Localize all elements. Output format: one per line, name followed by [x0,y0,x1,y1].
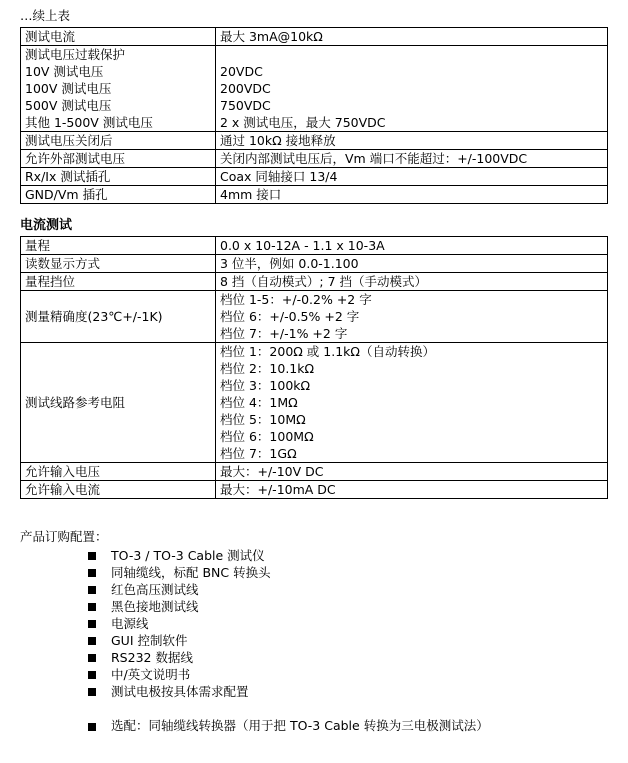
order-item [88,615,271,632]
current-spec-row [21,463,608,481]
current-spec-label-text: 允许输入电压 [25,464,101,479]
voltage-spec-value-text: 2 x 测试电压，最大 750VDC [220,115,386,130]
voltage-spec-label-cell [21,46,216,132]
current-spec-row [21,291,608,343]
order-config-list [88,547,271,700]
order-item [88,564,271,581]
current-spec-label-text: 读数显示方式 [25,256,101,271]
order-item-text: 测试电极按具体需求配置 [111,684,249,699]
optional-item [88,718,489,735]
current-spec-value-text: 最大：+/-10V DC [220,464,324,479]
voltage-spec-row [21,186,608,204]
current-spec-row [21,343,608,463]
current-spec-value-cell [216,237,608,255]
order-item-text: 同轴缆线，标配 BNC 转换头 [111,565,271,580]
current-spec-row [21,255,608,273]
current-spec-value-text: 档位 7：1GΩ [220,446,297,461]
current-spec-label-cell [21,237,216,255]
order-item-text: 电源线 [111,616,149,631]
current-spec-label-text: 测试线路参考电阻 [25,395,126,410]
current-spec-label-text: 量程 [25,238,51,253]
order-config-title: 产品订购配置： [20,529,108,544]
current-spec-row [21,273,608,291]
voltage-spec-value-cell [216,150,608,168]
current-spec-value-text: 0.0 x 10-12A - 1.1 x 10-3A [220,238,385,253]
current-spec-label-cell [21,463,216,481]
current-spec-value-cell [216,463,608,481]
voltage-spec-value-text: 最大 3mA@10kΩ [220,29,323,44]
current-spec-value-text: 档位 1-5：+/-0.2% +2 字 [220,292,372,307]
spec-table-current [20,236,608,499]
order-item [88,649,271,666]
voltage-spec-row [21,28,608,46]
current-spec-label-text: 允许输入电流 [25,482,101,497]
voltage-spec-label-text: 500V 测试电压 [25,98,112,113]
order-item-text: 红色高压测试线 [111,582,199,597]
current-spec-value-text: 档位 2：10.1kΩ [220,361,315,376]
current-spec-label-cell [21,343,216,463]
voltage-spec-label-text: 测试电压过载保护 [25,47,126,62]
voltage-spec-value-text: 750VDC [220,98,271,113]
current-spec-value-text: 档位 7：+/-1% +2 字 [220,326,348,341]
order-item [88,683,271,700]
current-spec-value-text: 档位 4：1MΩ [220,395,298,410]
voltage-spec-label-text: 100V 测试电压 [25,81,112,96]
current-spec-row [21,237,608,255]
current-spec-value-cell [216,255,608,273]
voltage-spec-value-text: 4mm 接口 [220,187,282,202]
voltage-spec-value-cell [216,28,608,46]
current-spec-value-text: 最大：+/-10mA DC [220,482,336,497]
order-item [88,666,271,683]
voltage-spec-value-cell [216,168,608,186]
bullet-square-icon [88,688,96,696]
current-spec-value-cell [216,291,608,343]
voltage-spec-label-cell [21,186,216,204]
current-spec-value-text: 8 挡（自动模式）; 7 挡（手动模式） [220,274,428,289]
voltage-spec-value-text: 通过 10kΩ 接地释放 [220,133,336,148]
current-spec-value-text: 档位 1：200Ω 或 1.1kΩ（自动转换） [220,344,435,359]
voltage-spec-row [21,132,608,150]
voltage-spec-label-text: 测试电压关闭后 [25,133,113,148]
voltage-spec-value-text [220,46,607,63]
current-spec-label-text: 测量精确度(23℃+/-1K) [25,309,163,324]
voltage-spec-label-cell [21,168,216,186]
bullet-square-icon [88,603,96,611]
voltage-spec-value-text: Coax 同轴接口 13/4 [220,169,338,184]
bullet-square-icon [88,671,96,679]
voltage-spec-row [21,46,608,132]
current-spec-value-cell [216,343,608,463]
current-spec-value-cell [216,481,608,499]
voltage-spec-label-cell [21,132,216,150]
voltage-spec-label-text: 测试电流 [25,29,76,44]
order-item-text: 黑色接地测试线 [111,599,199,614]
order-item [88,598,271,615]
current-spec-value-text: 3 位半，例如 0.0-1.100 [220,256,359,271]
voltage-spec-label-cell [21,150,216,168]
optional-item-text: 选配：同轴缆线转换器（用于把 TO-3 Cable 转换为三电极测试法） [111,718,489,734]
voltage-spec-row [21,150,608,168]
spec-table-voltage [20,27,608,204]
bullet-square-icon [88,620,96,628]
voltage-spec-value-cell [216,46,608,132]
current-spec-label-cell [21,481,216,499]
voltage-spec-value-cell [216,186,608,204]
voltage-spec-label-text: Rx/Ix 测试插孔 [25,169,111,184]
voltage-spec-label-text: 其他 1-500V 测试电压 [25,115,153,130]
voltage-spec-value-text: 关闭内部测试电压后，Vm 端口不能超过：+/-100VDC [220,151,528,166]
current-spec-label-text: 量程挡位 [25,274,76,289]
voltage-spec-row [21,168,608,186]
bullet-square-icon [88,586,96,594]
section-title-current-test: 电流测试 [20,218,73,233]
order-item-text: 中/英文说明书 [111,667,191,682]
current-spec-value-text: 档位 5：10MΩ [220,412,306,427]
voltage-spec-label-text: 允许外部测试电压 [25,151,126,166]
current-spec-label-cell [21,273,216,291]
voltage-spec-label-cell [21,28,216,46]
current-spec-value-text: 档位 6：+/-0.5% +2 字 [220,309,360,324]
current-spec-value-text: 档位 3：100kΩ [220,378,311,393]
order-item [88,547,271,564]
voltage-spec-value-cell [216,132,608,150]
voltage-spec-value-text: 200VDC [220,81,271,96]
voltage-spec-value-text: 20VDC [220,64,263,79]
bullet-square-icon [88,637,96,645]
current-spec-row [21,481,608,499]
bullet-square-icon [88,552,96,560]
order-item-text: RS232 数据线 [111,650,193,665]
current-spec-label-cell [21,291,216,343]
current-spec-value-cell [216,273,608,291]
bullet-square-icon [88,654,96,662]
current-spec-label-cell [21,255,216,273]
continued-label: …续上表 [20,8,71,23]
current-spec-value-text: 档位 6：100MΩ [220,429,314,444]
voltage-spec-label-text: GND/Vm 插孔 [25,187,108,202]
order-item [88,581,271,598]
bullet-square-icon [88,723,96,731]
order-item-text: GUI 控制软件 [111,633,188,648]
order-item [88,632,271,649]
bullet-square-icon [88,569,96,577]
voltage-spec-label-text: 10V 测试电压 [25,64,104,79]
order-item-text: TO-3 / TO-3 Cable 测试仪 [111,548,265,563]
